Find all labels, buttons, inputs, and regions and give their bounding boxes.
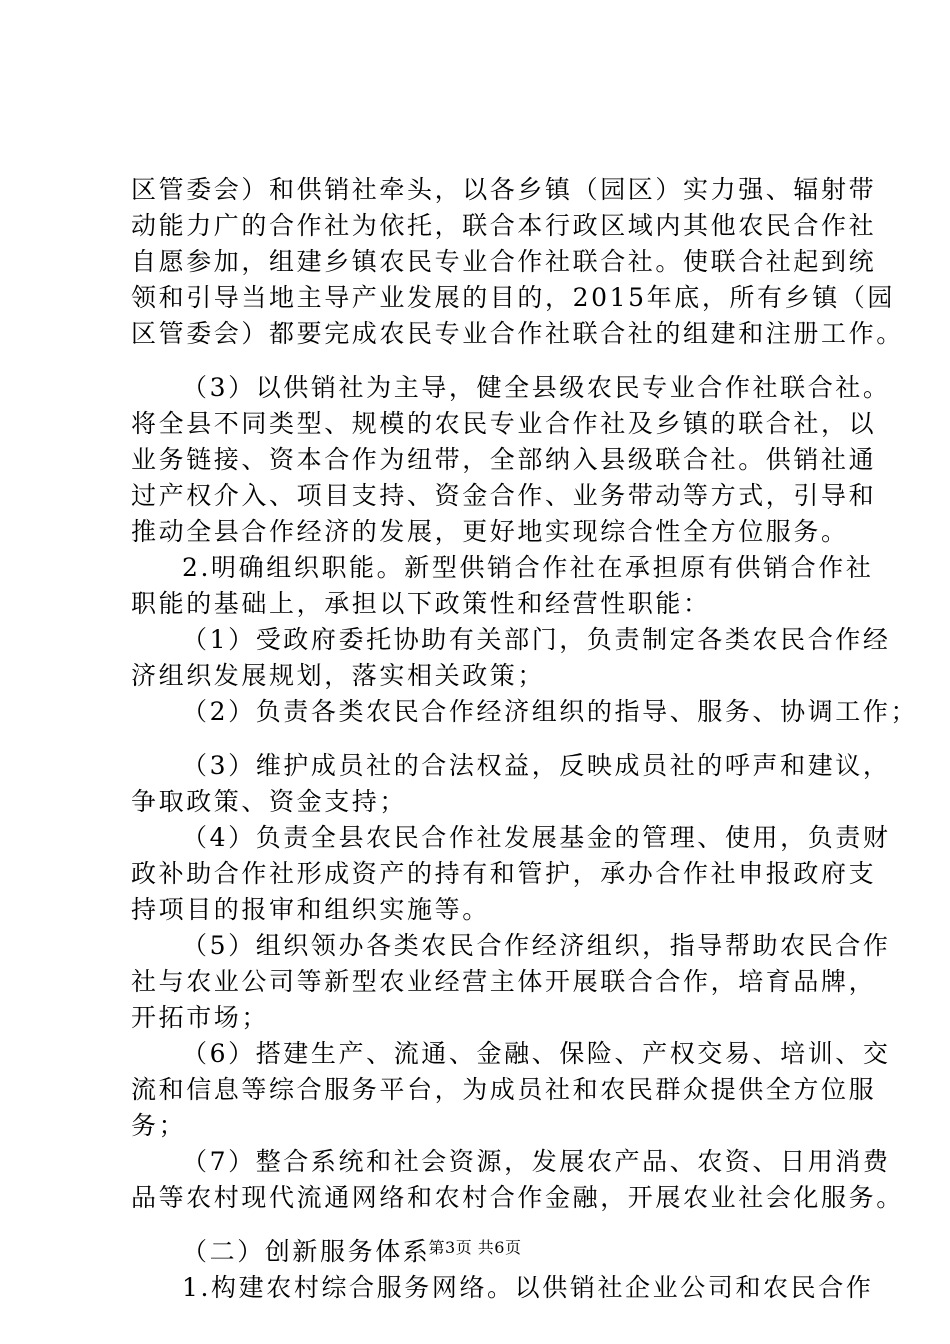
body-line: 品等农村现代流通网络和农村合作金融，开展农业社会化服务。 [131,1183,904,1212]
body-line: 持项目的报审和组织实施等。 [131,895,490,924]
body-line: （1）受政府委托协助有关部门，负责制定各类农民合作经 [182,625,891,654]
body-line: 动能力广的合作社为依托，联合本行政区域内其他农民合作社 [131,211,877,240]
body-line: 开拓市场； [131,1003,270,1032]
body-line: 将全县不同类型、规模的农民专业合作社及乡镇的联合社，以 [131,409,877,438]
body-line: （6）搭建生产、流通、金融、保险、产权交易、培训、交 [182,1039,891,1068]
body-line: 流和信息等综合服务平台，为成员社和农民群众提供全方位服 [131,1075,877,1104]
body-line: 业务链接、资本合作为纽带，全部纳入县级联合社。供销社通 [131,445,877,474]
body-line: 济组织发展规划，落实相关政策； [131,661,546,690]
body-line: （4）负责全县农民合作社发展基金的管理、使用，负责财 [182,823,891,852]
body-line: 过产权介入、项目支持、资金合作、业务带动等方式，引导和 [131,481,877,510]
body-line: 社与农业公司等新型农业经营主体开展联合合作，培育品牌， [131,967,877,996]
body-line: 2.明确组织职能。新型供销合作社在承担原有供销合作社 [182,553,874,582]
body-line: 区管委会）和供销社牵头，以各乡镇（园区）实力强、辐射带 [131,175,877,204]
body-line: （3）维护成员社的合法权益，反映成员社的呼声和建议， [182,751,891,780]
body-line: （7）整合系统和社会资源，发展农产品、农资、日用消费 [182,1147,891,1176]
body-line: （2）负责各类农民合作经济组织的指导、服务、协调工作； [182,697,919,726]
body-line: 1.构建农村综合服务网络。以供销社企业公司和农民合作 [182,1273,874,1302]
body-line: 政补助合作社形成资产的持有和管护，承办合作社申报政府支 [131,859,877,888]
body-line: 领和引导当地主导产业发展的目的，2015年底，所有乡镇（园 [131,283,896,312]
body-line: 务； [131,1111,187,1140]
body-line: （3）以供销社为主导，健全县级农民专业合作社联合社。 [182,373,891,402]
body-line: 推动全县合作经济的发展，更好地实现综合性全方位服务。 [131,517,849,546]
body-line: （5）组织领办各类农民合作经济组织，指导帮助农民合作 [182,931,891,960]
section-heading: （二）创新服务体系 [182,1237,431,1266]
body-line: 争取政策、资金支持； [131,787,408,816]
body-line: 区管委会）都要完成农民专业合作社联合社的组建和注册工作。 [131,319,904,348]
body-line: 自愿参加，组建乡镇农民专业合作社联合社。使联合社起到统 [131,247,877,276]
page-footer: 第3页 共6页 [428,1238,522,1257]
body-line: 职能的基础上，承担以下政策性和经营性职能： [131,589,711,618]
